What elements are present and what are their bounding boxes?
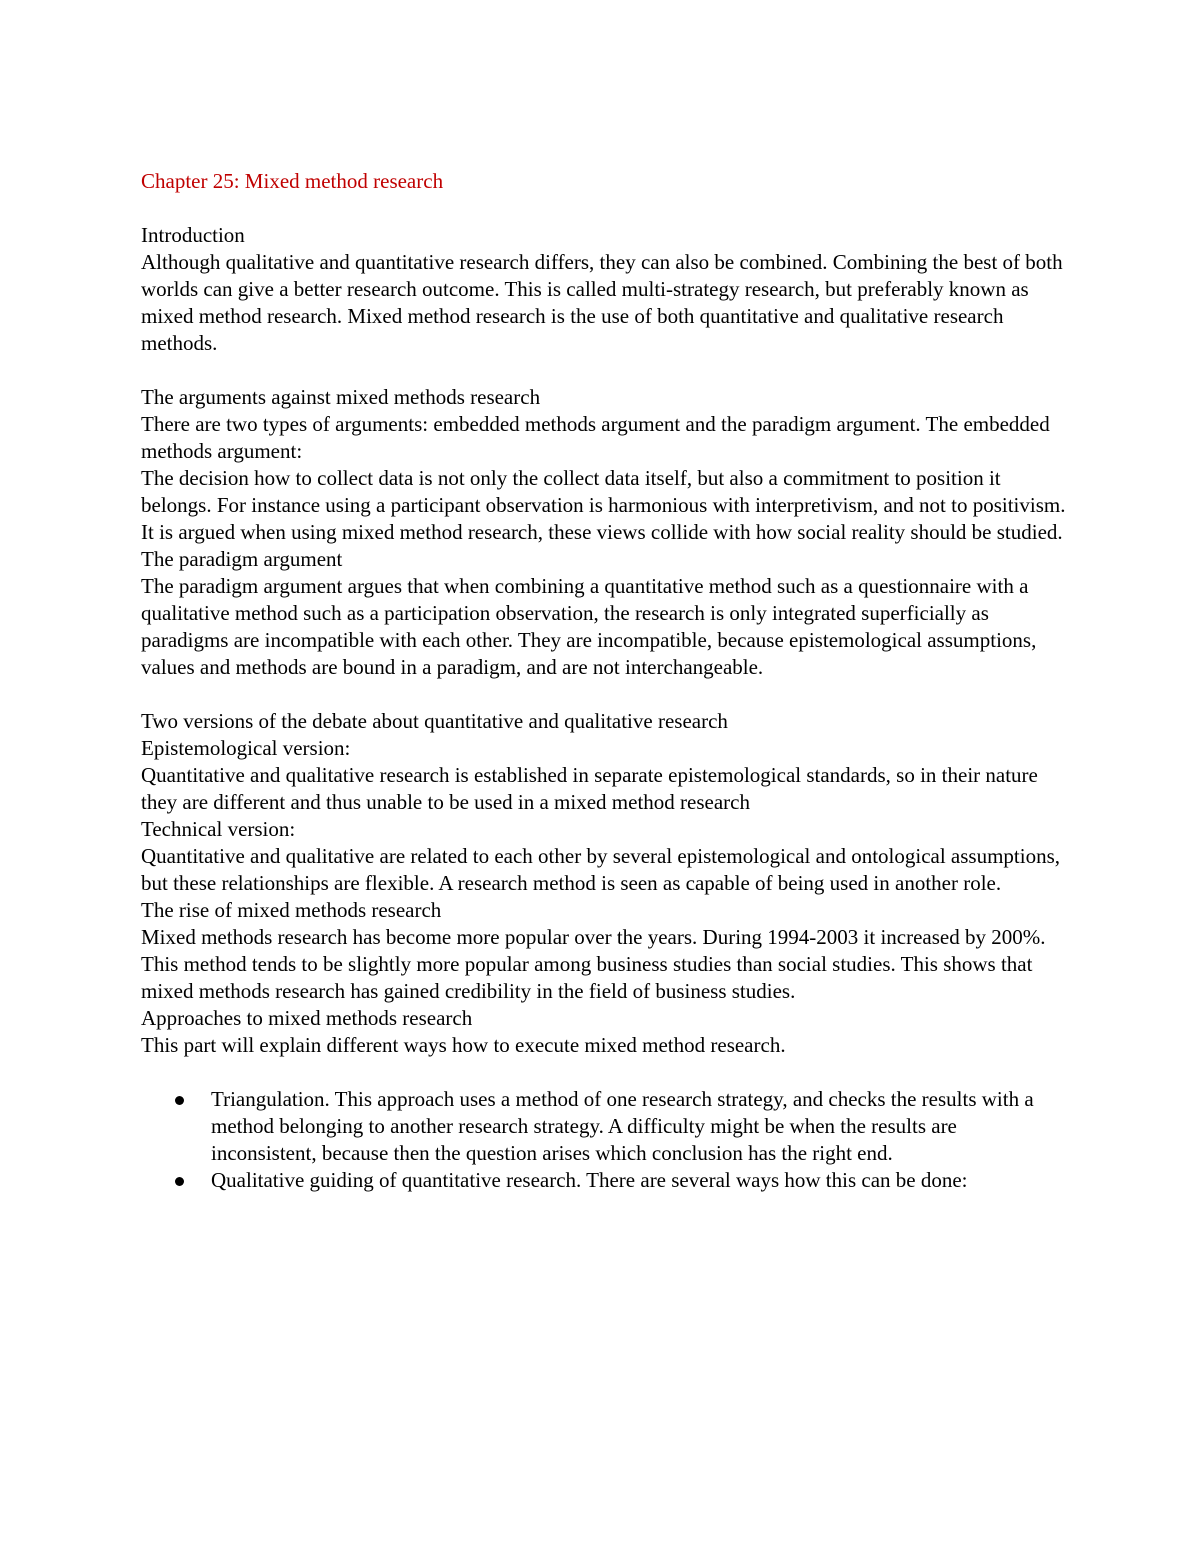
introduction-heading: Introduction <box>141 223 245 247</box>
list-item-text: Triangulation. This approach uses a method of one research strategy, and checks the results with a method belonging to another research strategy. A difficulty might be when the results are inconsistent, because then the question arises which conclusion has the right end. <box>211 1087 1034 1165</box>
two-versions-heading: Two versions of the debate about quantitative and qualitative research <box>141 709 728 733</box>
approaches-list <box>141 1086 1066 1194</box>
list-item <box>141 1167 1066 1194</box>
paragraph-gap <box>141 357 1066 384</box>
technical-heading: Technical version: <box>141 817 296 841</box>
paradigm-heading: The paradigm argument <box>141 547 343 571</box>
bullet-icon <box>175 1096 184 1105</box>
epistemological-heading: Epistemological version: <box>141 736 351 760</box>
bullet-icon <box>175 1177 184 1186</box>
approaches-heading: Approaches to mixed methods research <box>141 1006 473 1030</box>
rise-heading: The rise of mixed methods research <box>141 898 442 922</box>
embedded-methods-body: The decision how to collect data is not only the collect data itself, but also a commitment to position it belongs. For instance using a participant observation is harmonious with interpretivism, and not to positivism. It is argued when using mixed method research, these views collide with how social reality should be studied. <box>141 466 1066 544</box>
document-page <box>141 168 1066 1194</box>
epistemological-body: Quantitative and qualitative research is established in separate epistemological standards, so in their nature they are different and thus unable to be used in a mixed method research <box>141 763 1038 814</box>
paragraph-gap <box>141 681 1066 708</box>
approaches-body: This part will explain different ways how to execute mixed method research. <box>141 1033 786 1057</box>
list-item <box>141 1086 1066 1167</box>
arguments-heading: The arguments against mixed methods research <box>141 385 541 409</box>
chapter-title: Chapter 25: Mixed method research <box>141 169 444 193</box>
introduction-body: Although qualitative and quantitative research differs, they can also be combined. Combining the best of both worlds can give a better research outcome. This is called multi-strategy research, but preferably known as mixed method research. Mixed method research is the use of both quantitative and qualitative research methods. <box>141 250 1063 355</box>
list-item-text: Qualitative guiding of quantitative research. There are several ways how this can be done: <box>211 1168 968 1192</box>
paradigm-body: The paradigm argument argues that when combining a quantitative method such as a questionnaire with a qualitative method such as a participation observation, the research is only integrated superficially as paradigms are incompatible with each other. They are incompatible, because epistemological assumptions, values and methods are bound in a paradigm, and are not interchangeable. <box>141 574 1037 679</box>
technical-body: Quantitative and qualitative are related to each other by several epistemological and ontological assumptions, but these relationships are flexible. A research method is seen as capable of being used in another role. <box>141 844 1061 895</box>
arguments-intro: There are two types of arguments: embedded methods argument and the paradigm argument. The embedded methods argument: <box>141 412 1050 463</box>
rise-body: Mixed methods research has become more popular over the years. During 1994-2003 it increased by 200%. This method tends to be slightly more popular among business studies than social studies. This shows that mixed methods research has gained credibility in the field of business studies. <box>141 925 1046 1003</box>
